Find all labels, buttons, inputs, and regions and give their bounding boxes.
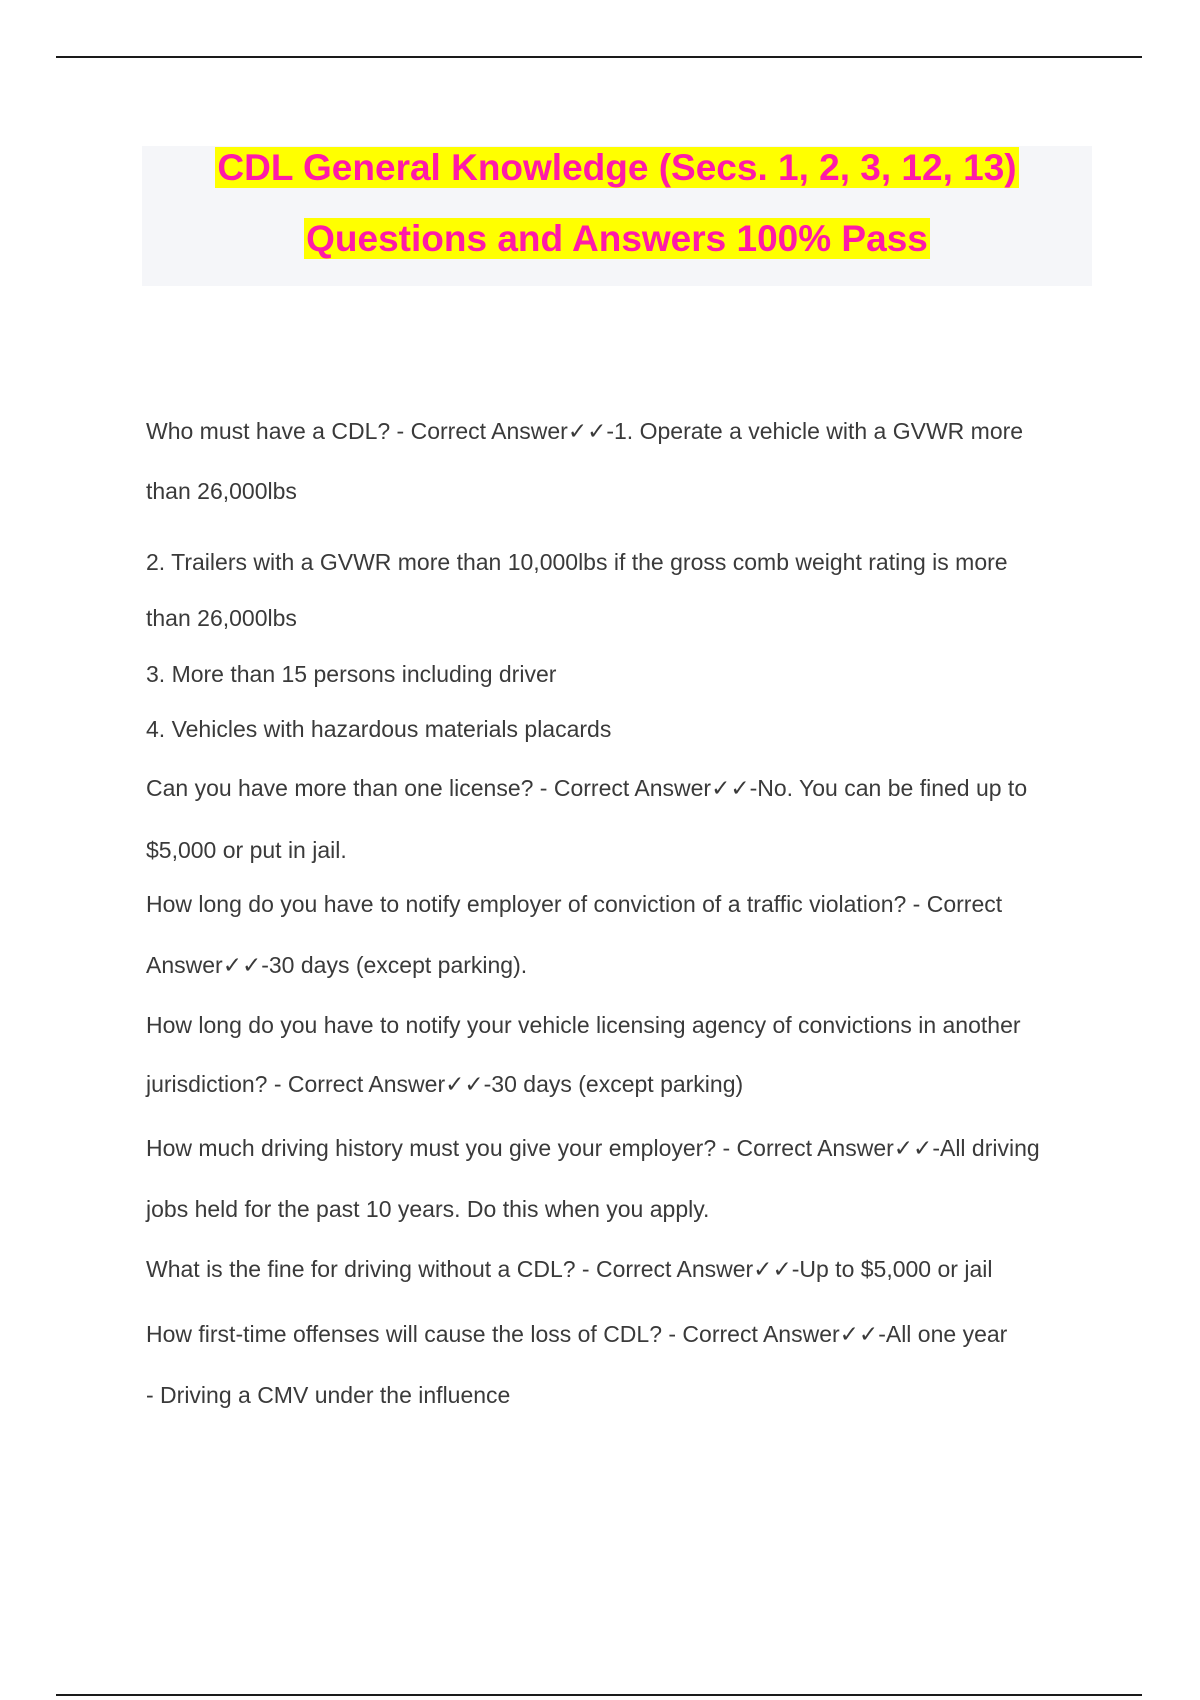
qa-line: 3. More than 15 persons including driver — [146, 661, 557, 687]
document-title-line-2: Questions and Answers 100% Pass — [306, 218, 928, 259]
qa-line: than 26,000lbs — [146, 605, 297, 631]
qa-line: How long do you have to notify employer of conviction of a traffic violation? - Correct — [146, 891, 1003, 917]
title-banner — [142, 146, 1092, 286]
qa-line: than 26,000lbs — [146, 478, 297, 504]
qa-line: Can you have more than one license? - Correct Answer✓✓-No. You can be fined up to — [146, 775, 1028, 801]
qa-line: Who must have a CDL? - Correct Answer✓✓-1. Operate a vehicle with a GVWR more — [146, 418, 1024, 444]
qa-line: How first-time offenses will cause the loss of CDL? - Correct Answer✓✓-All one year — [146, 1321, 1008, 1347]
top-rule — [56, 56, 1142, 58]
bottom-rule — [56, 1694, 1142, 1696]
qa-line: $5,000 or put in jail. — [146, 837, 347, 863]
document-title-line-1: CDL General Knowledge (Secs. 1, 2, 3, 12, 13) — [217, 147, 1017, 188]
qa-line: jobs held for the past 10 years. Do this when you apply. — [146, 1196, 710, 1222]
qa-line: How long do you have to notify your vehicle licensing agency of convictions in another — [146, 1012, 1021, 1038]
qa-line: What is the fine for driving without a CDL? - Correct Answer✓✓-Up to $5,000 or jail — [146, 1256, 993, 1282]
qa-line: jurisdiction? - Correct Answer✓✓-30 days (except parking) — [146, 1071, 744, 1097]
qa-line: 2. Trailers with a GVWR more than 10,000lbs if the gross comb weight rating is more — [146, 549, 1008, 575]
qa-line: Answer✓✓-30 days (except parking). — [146, 952, 528, 978]
qa-line: 4. Vehicles with hazardous materials placards — [146, 716, 612, 742]
qa-line: - Driving a CMV under the influence — [146, 1382, 511, 1408]
qa-line: How much driving history must you give your employer? - Correct Answer✓✓-All driving — [146, 1135, 1040, 1161]
